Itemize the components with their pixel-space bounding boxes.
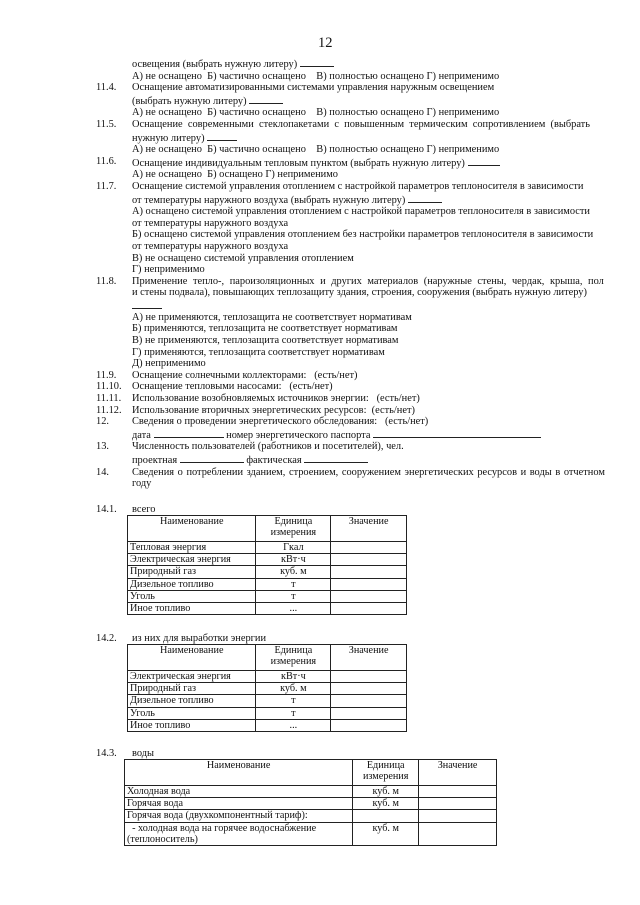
table-row <box>128 707 407 719</box>
answer-blank[interactable] <box>207 131 237 141</box>
row-unit: Гкал <box>256 542 331 554</box>
options: А) не оснащено Б) оснащено Г) неприменимо <box>132 169 338 181</box>
item-number: 14. <box>96 466 109 478</box>
row-value-cell[interactable] <box>331 671 407 683</box>
answer-blank[interactable] <box>468 156 500 166</box>
item-text: году <box>132 478 152 490</box>
row-unit: ... <box>256 719 331 731</box>
answer-blank[interactable] <box>300 57 334 67</box>
table-row <box>128 683 407 695</box>
column-header-unit: Единица измерения <box>256 645 331 671</box>
option-a: А) оснащено системой управления отоплением с настройкой параметров теплоносителя в зависимости <box>132 206 590 218</box>
item-number: 11.9. <box>96 369 117 381</box>
column-header-unit: Единица измерения <box>256 516 331 542</box>
table-row <box>128 566 407 578</box>
row-name: Уголь <box>128 707 256 719</box>
column-header-name: Наименование <box>128 645 256 671</box>
table-14-2-for-energy <box>127 644 407 732</box>
option-d: Г) применяются, теплозащита соответствует нормативам <box>132 346 385 358</box>
table-row <box>128 719 407 731</box>
table-14-1-total <box>127 515 407 615</box>
row-name: Иное топливо <box>128 603 256 615</box>
row-unit: куб. м <box>256 683 331 695</box>
option-e: Д) неприменимо <box>132 358 206 370</box>
answer-blank[interactable] <box>249 94 283 104</box>
row-unit: куб. м <box>353 822 419 845</box>
option-b: Б) применяются, теплозащита не соответствует нормативам <box>132 323 398 335</box>
column-header-value: Значение <box>331 645 407 671</box>
actual-count-field[interactable] <box>304 453 368 463</box>
section-number: 14.3. <box>96 748 117 759</box>
row-name: Горячая вода <box>125 798 353 810</box>
item-number: 11.12. <box>96 404 122 416</box>
column-header-value: Значение <box>419 760 497 786</box>
column-header-name: Наименование <box>125 760 353 786</box>
item-number: 13. <box>96 441 109 453</box>
option-a-cont: от температуры наружного воздуха <box>132 217 289 229</box>
passport-number-label: номер энергетического паспорта <box>226 429 371 441</box>
row-value-cell[interactable] <box>331 566 407 578</box>
row-value-cell[interactable] <box>331 683 407 695</box>
row-value-cell[interactable] <box>331 590 407 602</box>
item-11-8 <box>96 276 610 370</box>
item-number: 11.5. <box>96 118 117 130</box>
item-text: Использование вторичных энергетических ресурсов: (есть/нет) <box>132 404 415 416</box>
item-text: Сведения о потреблении зданием, строением, сооружением энергетических ресурсов и воды в отчетном <box>132 466 605 478</box>
section-title: воды <box>132 748 154 759</box>
row-name: Дизельное топливо <box>128 695 256 707</box>
row-value-cell[interactable] <box>419 798 497 810</box>
row-name: - холодная вода на горячее водоснабжение (теплоноситель) <box>125 822 353 845</box>
row-value-cell[interactable] <box>419 786 497 798</box>
option-a: А) не применяются, теплозащита не соответствует нормативам <box>132 311 412 323</box>
item-11-6 <box>96 156 610 181</box>
row-unit: кВт·ч <box>256 554 331 566</box>
column-header-unit: Единица измерения <box>353 760 419 786</box>
row-value-cell[interactable] <box>331 603 407 615</box>
item-11-4 <box>96 82 610 119</box>
item-number: 11.8. <box>96 275 117 287</box>
item-14 <box>96 467 610 490</box>
item-text: и стены подвала), повышающих теплозащиту здания, строения, сооружения (выбрать нужную литеру) <box>132 287 587 299</box>
row-value-cell[interactable] <box>331 695 407 707</box>
row-value-cell[interactable] <box>419 822 497 845</box>
item-11-7 <box>96 181 610 276</box>
item-text: Оснащение тепловыми насосами: (есть/нет) <box>132 381 333 393</box>
row-name: Иное топливо <box>128 719 256 731</box>
option-c: В) не применяются, теплозащита соответствует нормативам <box>132 335 399 347</box>
page-number: 12 <box>318 35 333 51</box>
table-row <box>125 798 497 810</box>
item-text: Численность пользователей (работников и посетителей), чел. <box>132 441 404 453</box>
options: А) не оснащено Б) частично оснащено В) полностью оснащено Г) неприменимо <box>132 144 500 156</box>
row-unit: куб. м <box>353 798 419 810</box>
item-11-10 <box>96 381 610 393</box>
row-name: Тепловая энергия <box>128 542 256 554</box>
section-number: 14.2. <box>96 633 117 644</box>
row-unit: кВт·ч <box>256 671 331 683</box>
row-unit: т <box>256 707 331 719</box>
passport-number-field[interactable] <box>373 428 541 438</box>
date-label: дата <box>132 429 151 441</box>
row-unit: куб. м <box>353 786 419 798</box>
item-text: Оснащение современными стеклопакетами с повышенным термическим сопротивлением (выбрать <box>132 118 590 130</box>
item-text: Сведения о проведении энергетического обследования: (есть/нет) <box>132 416 429 428</box>
row-name: Электрическая энергия <box>128 554 256 566</box>
actual-count-label: фактическая <box>246 455 302 466</box>
row-unit <box>353 810 419 822</box>
item-text: (выбрать нужную литеру) <box>132 95 247 107</box>
item-number: 12. <box>96 416 109 428</box>
row-unit: куб. м <box>256 566 331 578</box>
row-value-cell[interactable] <box>331 707 407 719</box>
design-count-field[interactable] <box>180 453 244 463</box>
table-row <box>128 578 407 590</box>
answer-blank[interactable] <box>132 299 162 309</box>
item-text: освещения (выбрать нужную литеру) <box>132 59 298 70</box>
row-value-cell[interactable] <box>331 719 407 731</box>
item-text: Использование возобновляемых источников энергии: (есть/нет) <box>132 393 420 405</box>
item-text: Оснащение индивидуальным тепловым пунктом (выбрать нужную литеру) <box>132 157 465 169</box>
row-name: Дизельное топливо <box>128 578 256 590</box>
item-12 <box>96 416 610 441</box>
row-unit: т <box>256 578 331 590</box>
item-11-5 <box>96 119 610 156</box>
column-header-value: Значение <box>331 516 407 542</box>
row-unit: т <box>256 695 331 707</box>
row-unit: ... <box>256 603 331 615</box>
table-row <box>125 810 497 822</box>
section-title: из них для выработки энергии <box>132 633 267 644</box>
item-11-11 <box>96 393 610 405</box>
table-14-3-water <box>124 759 497 846</box>
row-value-cell[interactable] <box>331 578 407 590</box>
answer-blank[interactable] <box>408 193 442 203</box>
row-name: Природный газ <box>128 683 256 695</box>
option-b-cont: от температуры наружного воздуха <box>132 240 289 252</box>
item-number: 11.11. <box>96 393 122 405</box>
item-text: Оснащение автоматизированными системами управления наружным освещением <box>132 82 495 94</box>
section-number: 14.1. <box>96 504 117 515</box>
table-row <box>128 695 407 707</box>
form-content <box>96 57 610 490</box>
row-value-cell[interactable] <box>331 554 407 566</box>
item-11-3-continuation <box>96 57 610 82</box>
item-number: 11.7. <box>96 180 117 192</box>
row-name: Горячая вода (двухкомпонентный тариф): <box>125 810 353 822</box>
date-field[interactable] <box>154 428 224 438</box>
options: А) не оснащено Б) частично оснащено В) полностью оснащено Г) неприменимо <box>132 107 500 119</box>
item-number: 11.10. <box>96 381 122 393</box>
item-text: Оснащение солнечными коллекторами: (есть/нет) <box>132 369 358 381</box>
row-name: Электрическая энергия <box>128 671 256 683</box>
table-row <box>125 786 497 798</box>
item-text: от температуры наружного воздуха (выбрать нужную литеру) <box>132 194 406 206</box>
table-row <box>128 542 407 554</box>
table-row <box>128 590 407 602</box>
table-row <box>128 554 407 566</box>
row-unit: т <box>256 590 331 602</box>
table-row <box>125 822 497 845</box>
row-name: Уголь <box>128 590 256 602</box>
design-count-label: проектная <box>132 455 178 466</box>
item-text: нужную литеру) <box>132 132 205 144</box>
table-row <box>128 671 407 683</box>
section-title: всего <box>132 504 156 515</box>
item-11-12 <box>96 405 610 417</box>
option-c: В) не оснащено системой управления отоплением <box>132 252 354 264</box>
item-text: Оснащение системой управления отоплением с настройкой параметров теплоносителя в зависимости <box>132 180 584 192</box>
row-name: Холодная вода <box>125 786 353 798</box>
option-d: Г) неприменимо <box>132 264 205 276</box>
column-header-name: Наименование <box>128 516 256 542</box>
table-row <box>128 603 407 615</box>
row-value-cell[interactable] <box>331 542 407 554</box>
item-11-9 <box>96 370 610 382</box>
item-number: 11.4. <box>96 82 117 94</box>
options: А) не оснащено Б) частично оснащено В) полностью оснащено Г) неприменимо <box>132 70 500 82</box>
option-b: Б) оснащено системой управления отоплением без настройки параметров теплоносителя в зависимости <box>132 229 594 241</box>
row-name: Природный газ <box>128 566 256 578</box>
item-text: Применение тепло-, пароизоляционных и других материалов (наружные стены, чердак, крыша, пол <box>132 275 604 287</box>
item-number: 11.6. <box>96 155 117 167</box>
item-13 <box>96 441 610 466</box>
row-value-cell[interactable] <box>419 810 497 822</box>
